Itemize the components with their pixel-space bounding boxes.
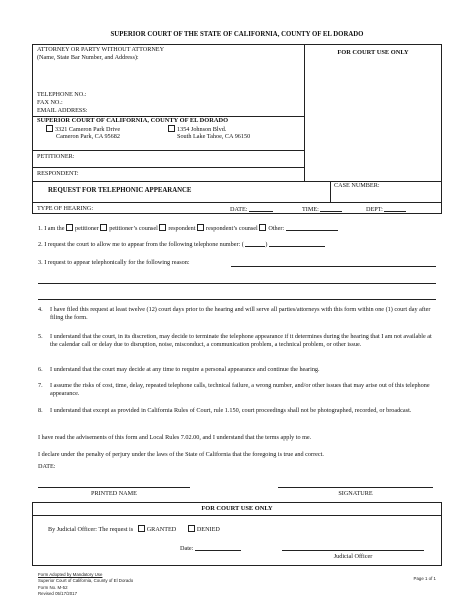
item-2 (38, 240, 325, 249)
type-of-hearing-label: TYPE OF HEARING: (37, 205, 94, 212)
court-use-label: FOR COURT USE ONLY (337, 49, 409, 56)
phone-number-input[interactable] (269, 240, 325, 247)
south-lake-tahoe-checkbox[interactable] (168, 125, 175, 132)
item-5 (38, 333, 438, 349)
case-number-label: CASE NUMBER: (334, 182, 380, 189)
printed-name-line[interactable] (38, 487, 190, 488)
court-date-field[interactable] (180, 544, 241, 553)
hearing-time-label: TIME: (302, 206, 319, 213)
item-2-close-paren: ) (265, 241, 268, 248)
hearing-dept-input[interactable] (384, 205, 406, 212)
judicial-officer-label: Judicial Officer (333, 553, 373, 560)
form-title: REQUEST FOR TELEPHONIC APPEARANCE (48, 187, 192, 194)
item-6 (38, 366, 438, 374)
fax-label: FAX NO.: (37, 99, 63, 106)
footer-line-2: Superior Court of California, County of El Dorado (38, 577, 134, 583)
item-6-number: 6. (38, 366, 43, 373)
item-2-number: 2. (38, 241, 43, 248)
respondent-counsel-option: respondent’s counsel (206, 225, 258, 232)
respondent-counsel-checkbox[interactable] (197, 224, 204, 231)
respondent-label: RESPONDENT: (37, 170, 79, 177)
item-8-number: 8. (38, 407, 43, 414)
hearing-date-label: DATE: (230, 206, 248, 213)
respondent-checkbox[interactable] (159, 224, 166, 231)
court-date-input[interactable] (195, 544, 241, 551)
item-4 (38, 306, 438, 322)
cameron-park-address: 3321 Cameron Park Drive (55, 126, 121, 133)
item-8 (38, 407, 438, 415)
area-code-input[interactable] (245, 240, 268, 248)
page-number: Page 1 of 1 (413, 576, 436, 581)
petitioner-checkbox[interactable] (66, 224, 73, 231)
cameron-park-city: Cameron Park, CA 95682 (56, 133, 120, 140)
attorney-heading: ATTORNEY OR PARTY WITHOUT ATTORNEY (37, 46, 165, 53)
court-title: SUPERIOR COURT OF THE STATE OF CALIFORNIA, COUNTY OF EL DORADO (110, 31, 364, 38)
item-7-text: I assume the risks of cost, time, delay, repeated telephone calls, technical failure, a wrong number, and/or other issues that may arise out of this telephone appearance. (50, 382, 430, 397)
hearing-date-input[interactable] (249, 205, 273, 212)
item-7 (38, 382, 438, 398)
other-option: Other: (268, 225, 285, 232)
telephone-label: TELEPHONE NO.: (37, 91, 87, 98)
attorney-subheading: (Name, State Bar Number, and Address): (37, 54, 139, 61)
item-3-text: I request to appear telephonically for the following reason: (44, 259, 190, 266)
respondent-option: respondent (168, 225, 196, 232)
judicial-ruling-lead: By Judicial Officer: The request is (48, 526, 134, 533)
item-5-text: I understand that the court, in its discretion, may decide to terminate the telephone appearance if it determines during the hearing that I am not available at the calendar call or delay due to disruption, noise, misconduct, a communication problem, a technical problem, or other issue. (50, 333, 432, 348)
email-label: EMAIL ADDRESS: (37, 107, 88, 114)
reason-line-3[interactable] (38, 299, 436, 300)
footer-line-4: Revised 05/17/2017 (38, 591, 78, 597)
cameron-park-checkbox[interactable] (46, 125, 53, 132)
item-1-lead: I am the (44, 225, 65, 232)
petitioner-counsel-checkbox[interactable] (100, 224, 107, 231)
hearing-date-field[interactable] (230, 205, 273, 214)
item-8-text: I understand that except as provided in California Rules of Court, rule 1.150, court proceedings shall not be photographed, recorded, or broadcast. (50, 407, 412, 414)
other-checkbox[interactable] (259, 224, 266, 231)
item-3 (38, 259, 190, 267)
judicial-ruling (48, 525, 220, 534)
signature-line[interactable] (278, 487, 433, 488)
item-7-number: 7. (38, 382, 43, 389)
hearing-dept-label: DEPT: (366, 206, 383, 213)
footer-line-1: Form Adopted by Mandatory Use (38, 572, 103, 577)
date-label: DATE: (38, 463, 56, 470)
south-lake-tahoe-address: 1354 Johnson Blvd. (177, 126, 227, 133)
item-6-text: I understand that the court may decide at any time to require a personal appearance and continue the hearing. (50, 366, 320, 373)
item-2-text: I request the court to allow me to appear from the following telephone number: ( (44, 241, 244, 248)
hearing-time-input[interactable] (320, 205, 342, 212)
reason-line-1[interactable] (231, 266, 436, 267)
item-3-number: 3. (38, 259, 43, 266)
declaration-text: I declare under the penalty of perjury under the laws of the State of California that the foregoing is true and correct. (38, 451, 324, 458)
footer-left (38, 572, 133, 597)
court-block-heading: SUPERIOR COURT OF CALIFORNIA, COUNTY OF EL DORADO (37, 117, 229, 124)
petitioner-label: PETITIONER: (37, 153, 75, 160)
item-1 (38, 224, 338, 233)
granted-checkbox[interactable] (138, 525, 145, 532)
denied-checkbox[interactable] (188, 525, 195, 532)
item-4-text: I have filed this request at least twelve (12) court days prior to the hearing and will serve all parties/attorneys with this form within one (1) court day after filing the form. (50, 306, 431, 321)
petitioner-option: petitioner (75, 225, 99, 232)
printed-name-label: PRINTED NAME (91, 490, 137, 497)
item-5-number: 5. (38, 333, 43, 340)
other-input[interactable] (286, 224, 338, 231)
granted-label: GRANTED (146, 526, 177, 533)
footer-line-3: Form No. M-52 (38, 585, 68, 591)
south-lake-tahoe-city: South Lake Tahoe, CA 96150 (177, 133, 251, 140)
hearing-dept-field[interactable] (366, 205, 406, 214)
petitioner-counsel-option: petitioner’s counsel (109, 225, 158, 232)
denied-label: DENIED (196, 526, 220, 533)
court-use-box-heading: FOR COURT USE ONLY (201, 505, 273, 512)
court-date-label: Date: (180, 545, 194, 552)
reason-line-2[interactable] (38, 283, 436, 284)
hearing-time-field[interactable] (302, 205, 342, 214)
judicial-officer-line[interactable] (282, 550, 424, 551)
advisement-text: I have read the advisements of this form and Local Rules 7.02.00, and I understand that the terms apply to me. (38, 434, 312, 441)
item-4-number: 4. (38, 306, 43, 313)
item-1-number: 1. (38, 225, 43, 232)
signature-label: SIGNATURE (338, 490, 373, 497)
